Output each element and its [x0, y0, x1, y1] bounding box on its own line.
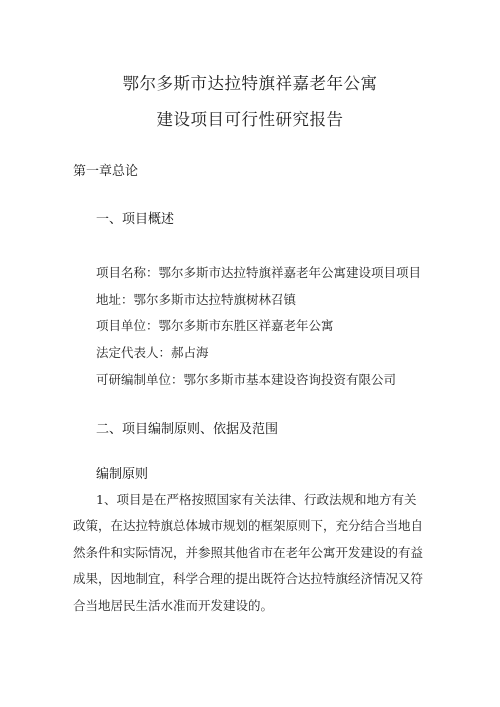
project-name-line: 项目名称：鄂尔多斯市达拉特旗祥嘉老年公寓建设项目项目	[96, 265, 422, 280]
paragraph-line: 合当地居民生活水准而开发建设的。	[73, 598, 274, 613]
section-heading-overview: 一、项目概述	[96, 212, 175, 227]
document-title-line-1: 鄂尔多斯市达拉特旗祥嘉老年公寓	[122, 74, 378, 93]
chapter-heading: 第一章总论	[73, 164, 139, 179]
paragraph-line: 政策，在达拉特旗总体城市规划的框架原则下，充分结合当地自	[73, 518, 424, 533]
subheading-compilation-principles: 编制原则	[96, 467, 149, 482]
paragraph-line: 成果，因地制宜，科学合理的提出既符合达拉特旗经济情况又符	[73, 571, 424, 586]
project-address-line: 地址：鄂尔多斯市达拉特旗树林召镇	[96, 292, 297, 307]
section-heading-principles: 二、项目编制原则、依据及范围	[96, 422, 279, 437]
document-title-line-2: 建设项目可行性研究报告	[156, 110, 344, 129]
paragraph-line: 然条件和实际情况，并参照其他省市在老年公寓开发建设的有益	[73, 545, 424, 560]
report-compiler-line: 可研编制单位：鄂尔多斯市基本建设咨询投资有限公司	[96, 372, 397, 387]
project-unit-line: 项目单位：鄂尔多斯市东胜区祥嘉老年公寓	[96, 318, 334, 333]
legal-representative-line: 法定代表人：郝占海	[96, 345, 209, 360]
paragraph-line: 1、项目是在严格按照国家有关法律、行政法规和地方有关	[96, 492, 417, 507]
